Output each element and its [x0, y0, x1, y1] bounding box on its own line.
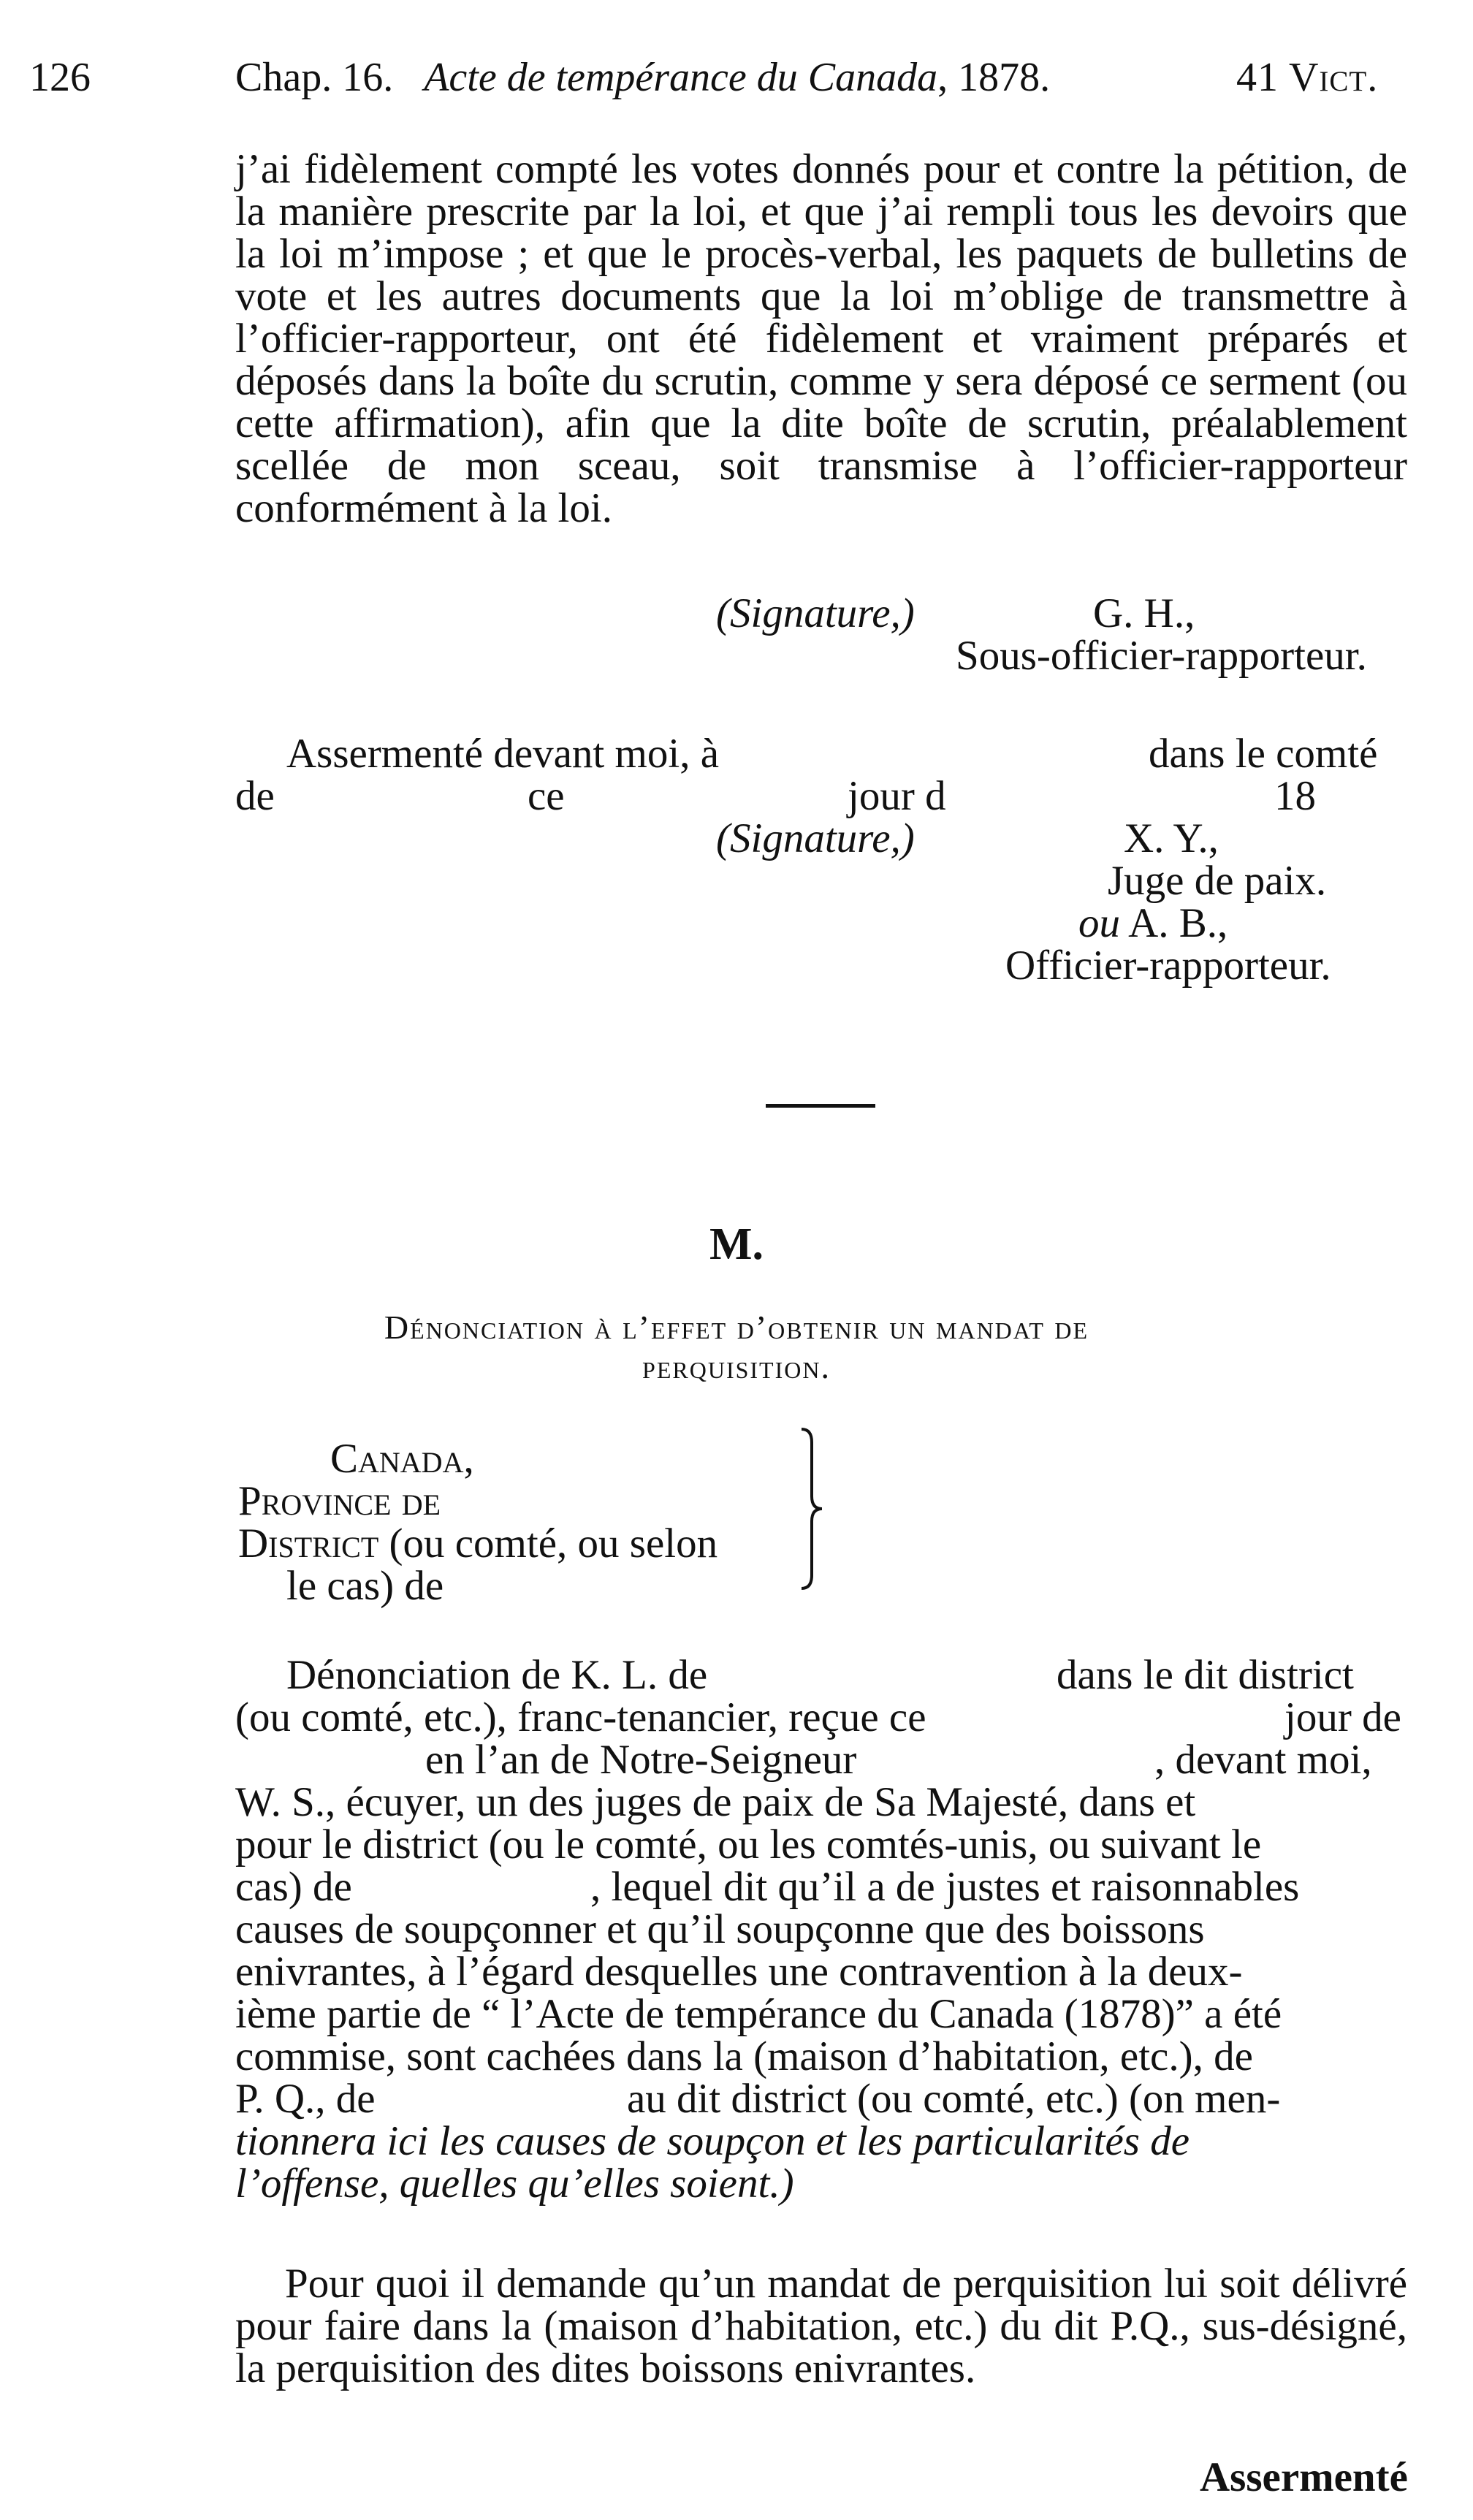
- den-line-13: l’offense, quelles qu’elles soient.): [235, 2161, 794, 2207]
- den-line-3b: , devant moi,: [1154, 1737, 1372, 1783]
- justice-name: X. Y.,: [1124, 815, 1219, 861]
- demande-paragraph: Pour quoi il demande qu’un mandat de perquisition lui soit délivré pour faire dans la (maison d’habitation, etc.) du dit P.Q., sus-désigné, la perquisition des dites boissons enivrantes.: [235, 2261, 1407, 2391]
- schedule-title-line-2: perquisition.: [642, 1348, 831, 1385]
- den-line-6b: , lequel dit qu’il a de justes et raisonnables: [590, 1864, 1300, 1910]
- returning-officer-role: Officier-rapporteur.: [1005, 943, 1331, 989]
- den-line-11b: au dit district (ou comté, etc.) (on men-: [627, 2076, 1281, 2122]
- den-line-4: W. S., écuyer, un des juges de paix de Sa Majesté, dans et: [235, 1779, 1196, 1825]
- venue-province: Province de: [238, 1478, 441, 1524]
- den-line-3a: en l’an de Notre-Seigneur: [425, 1737, 857, 1783]
- signer-name: G. H.,: [1093, 590, 1195, 636]
- den-line-2b: jour de: [1284, 1694, 1401, 1740]
- schedule-title: [0, 1308, 1473, 1387]
- den-line-2a: (ou comté, etc.), franc-tenancier, reçue ce: [235, 1694, 926, 1740]
- den-line-7: causes de soupçonner et qu’il soupçonne que des boissons: [235, 1906, 1205, 1952]
- sworn-signature-label: (Signature,): [716, 815, 915, 861]
- den-line-5: pour le district (ou le comté, ou les comtés-unis, ou suivant le: [235, 1822, 1262, 1868]
- schedule-title-line-1: Dénonciation à l’effet d’obtenir un mandat de: [384, 1309, 1089, 1346]
- den-line-10: commise, sont cachées dans la (maison d’habitation, etc.), de: [235, 2033, 1253, 2079]
- running-header: [235, 57, 1050, 98]
- venue-case: le cas) de: [286, 1563, 444, 1609]
- sworn-de: de: [235, 773, 275, 819]
- sworn-ce: ce: [528, 773, 565, 819]
- oath-paragraph: j’ai fidèlement compté les votes donnés pour et contre la pétition, de la manière prescrite par la loi, et que j’ai rempli tous les devoirs que la loi m’impose ; et que le procès-verbal, les paquets de bulletins de vote et les autres documents que la loi m’oblige de transmettre à l’officier-rapporteur, ont été fidèlement et vraiment préparés et déposés dans la boîte du scrutin, comme y sera déposé ce serment (ou cette affirmation), afin que la dite boîte de scrutin, préalablement scellée de mon sceau, soit transmise à l’officier-rapporteur conformément à la loi.: [235, 146, 1407, 531]
- signature-label: (Signature,): [716, 590, 915, 636]
- sworn-jour: jour d: [848, 773, 946, 819]
- den-line-6a: cas) de: [235, 1864, 352, 1910]
- den-line-1b: dans le dit district: [1057, 1652, 1354, 1698]
- chapter-label: Chap. 16.: [235, 55, 394, 100]
- justice-role: Juge de paix.: [1108, 858, 1327, 904]
- sworn-line-1-left: Assermenté devant moi, à: [286, 731, 719, 777]
- den-line-11a: P. Q., de: [235, 2076, 376, 2122]
- alternative-signer: ou A. B.,: [1078, 900, 1228, 946]
- den-line-1a: Dénonciation de K. L. de: [286, 1652, 708, 1698]
- page-number: 126: [29, 55, 91, 100]
- venue-district: District (ou comté, ou selon: [238, 1520, 718, 1567]
- act-title: Acte de tempérance du Canada: [424, 55, 938, 100]
- den-line-8: enivrantes, à l’égard desquelles une contravention à la deux-: [235, 1949, 1243, 1995]
- schedule-letter: M.: [709, 1219, 764, 1269]
- section-divider: [766, 1104, 875, 1108]
- den-line-9: ième partie de “ l’Acte de tempérance du Canada (1878)” a été: [235, 1991, 1282, 2037]
- sworn-year: 18: [1274, 773, 1316, 819]
- signer-role: Sous-officier-rapporteur.: [956, 633, 1367, 679]
- brace-icon: [799, 1426, 828, 1591]
- regnal-year: 41 Vict.: [1236, 55, 1379, 100]
- catchword: Assermenté: [1200, 2454, 1408, 2500]
- venue-canada: Canada,: [330, 1436, 474, 1482]
- den-line-12: tionnera ici les causes de soupçon et les particularités de: [235, 2118, 1190, 2164]
- sworn-line-1-right: dans le comté: [1149, 731, 1378, 777]
- act-year: , 1878.: [937, 55, 1051, 100]
